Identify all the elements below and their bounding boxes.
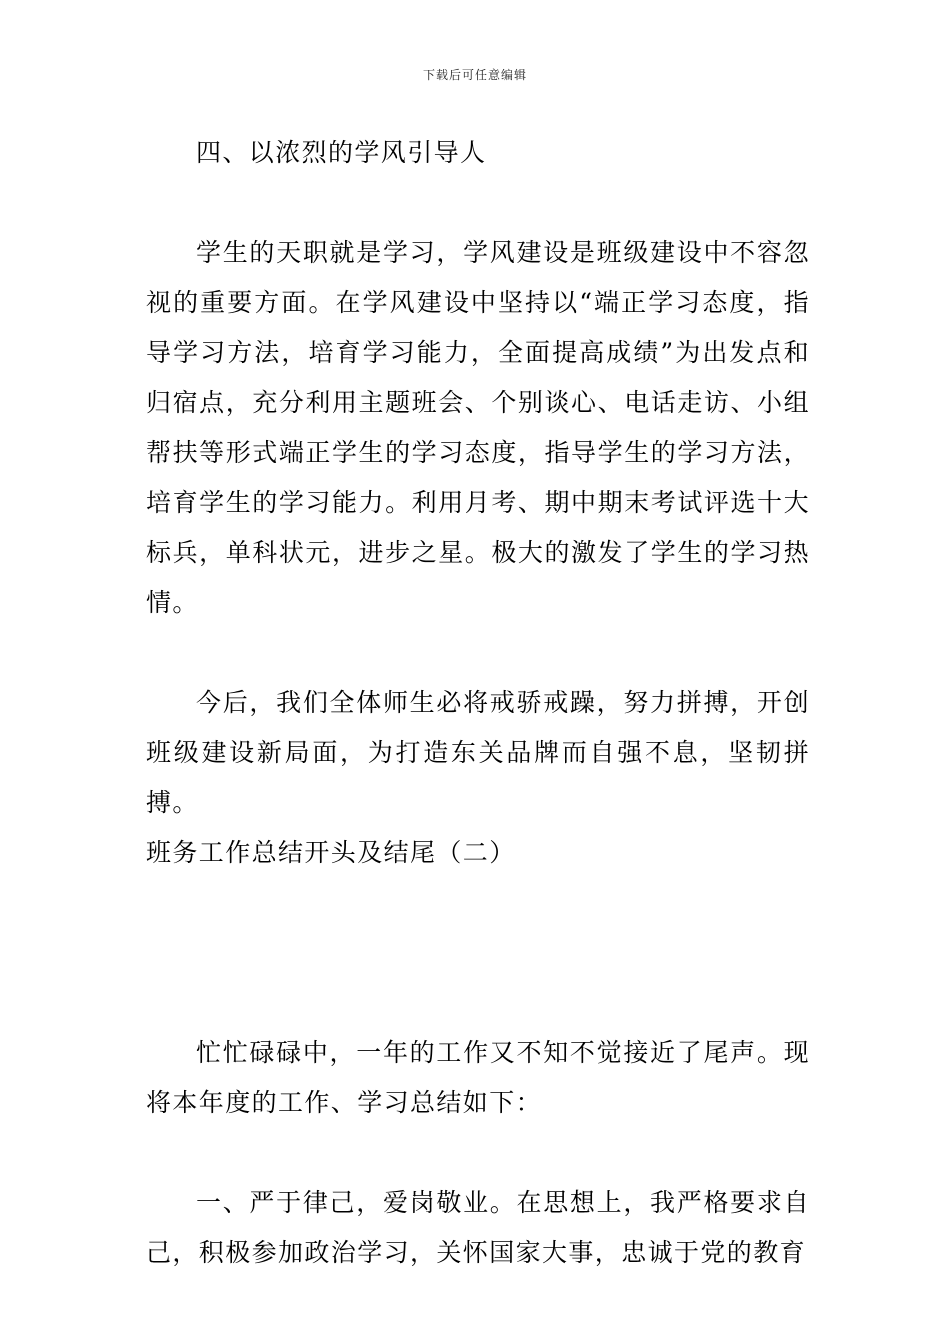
- paragraph-gap: [146, 878, 810, 1028]
- paragraph-future: 今后，我们全体师生必将戒骄戒躁，努力拼搏，开创班级建设新局面，为打造东关品牌而自强不息，坚韧拼搏。: [146, 688, 810, 817]
- paragraph-gap: [146, 1128, 810, 1178]
- paragraph-intro: 忙忙碌碌中，一年的工作又不知不觉接近了尾声。现将本年度的工作、学习总结如下：: [146, 1038, 810, 1117]
- paragraph-study-style: 学生的天职就是学习，学风建设是班级建设中不容忽视的重要方面。在学风建设中坚持以“端正学习态度，指导学习方法，培育学习能力，全面提高成绩”为出发点和归宿点，充分利用主题班会、个别谈心、电话走访、小组帮扶等形式端正学生的学习态度，指导学生的学习方法，培育学生的学习能力。利用月考、期中期末考试评选十大标兵，单科状元，进步之星。极大的激发了学生的学习热情。: [146, 238, 810, 617]
- document-body: [146, 128, 810, 1278]
- paragraph-gap: [146, 628, 810, 678]
- page-header-note: 下载后可任意编辑: [422, 68, 527, 82]
- paragraph-point-one: 一、严于律己，爱岗敬业。在思想上，我严格要求自己，积极参加政治学习，关怀国家大事，忠诚于党的教育: [146, 1188, 810, 1267]
- section-title-2: 班务工作总结开头及结尾（二）: [146, 838, 516, 867]
- section-heading-4: 四、以浓烈的学风引导人: [196, 138, 487, 167]
- paragraph-gap: [146, 178, 810, 228]
